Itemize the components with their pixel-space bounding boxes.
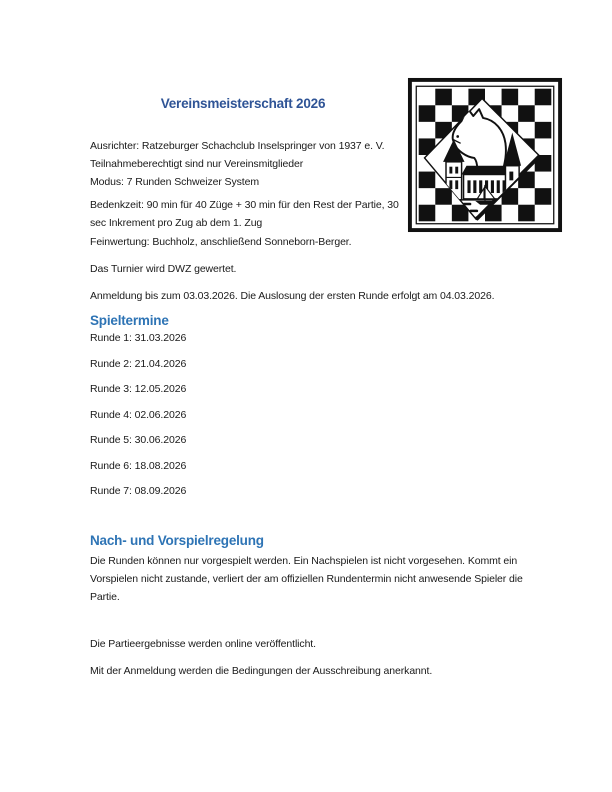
line-anerkennung: Mit der Anmeldung werden die Bedingungen der Ausschreibung anerkannt. — [90, 665, 433, 677]
chess-club-logo — [407, 77, 563, 233]
line-anmeldung: Anmeldung bis zum 03.03.2026. Die Auslosung der ersten Runde erfolgt am 04.03.2026. — [90, 290, 495, 302]
round-3: Runde 3: 12.05.2026 — [90, 383, 187, 395]
round-7: Runde 7: 08.09.2026 — [90, 485, 187, 497]
heading-regelung: Nach- und Vorspielregelung — [90, 533, 264, 548]
line-teilnahme: Teilnahmeberechtigt sind nur Vereinsmitglieder — [90, 158, 304, 170]
line-modus: Modus: 7 Runden Schweizer System — [90, 176, 259, 188]
line-veroeffentlichung: Die Partieergebnisse werden online veröffentlicht. — [90, 638, 316, 650]
chessboard-knight-church-logo-svg — [407, 77, 563, 233]
line-regelung-3: Partie. — [90, 591, 120, 603]
round-5: Runde 5: 30.06.2026 — [90, 434, 187, 446]
line-ausrichter: Ausrichter: Ratzeburger Schachclub Inselspringer von 1937 e. V. — [90, 140, 385, 152]
round-4: Runde 4: 02.06.2026 — [90, 409, 187, 421]
heading-spieltermine: Spieltermine — [90, 313, 169, 328]
line-wertung: Das Turnier wird DWZ gewertet. — [90, 263, 237, 275]
line-bedenkzeit-1: Bedenkzeit: 90 min für 40 Züge + 30 min für den Rest der Partie, 30 — [90, 199, 399, 211]
line-regelung-1: Die Runden können nur vorgespielt werden. Ein Nachspielen ist nicht vorgesehen. Kommt ein — [90, 555, 518, 567]
round-1: Runde 1: 31.03.2026 — [90, 332, 187, 344]
line-feinwertung: Feinwertung: Buchholz, anschließend Sonneborn-Berger. — [90, 236, 352, 248]
line-bedenkzeit-2: sec Inkrement pro Zug ab dem 1. Zug — [90, 217, 263, 229]
line-regelung-2: Vorspielen nicht zustande, verliert der am offiziellen Rundentermin nicht anwesende Spieler die — [90, 573, 523, 585]
page-title: Vereinsmeisterschaft 2026 — [160, 96, 326, 111]
round-2: Runde 2: 21.04.2026 — [90, 358, 187, 370]
round-6: Runde 6: 18.08.2026 — [90, 460, 187, 472]
